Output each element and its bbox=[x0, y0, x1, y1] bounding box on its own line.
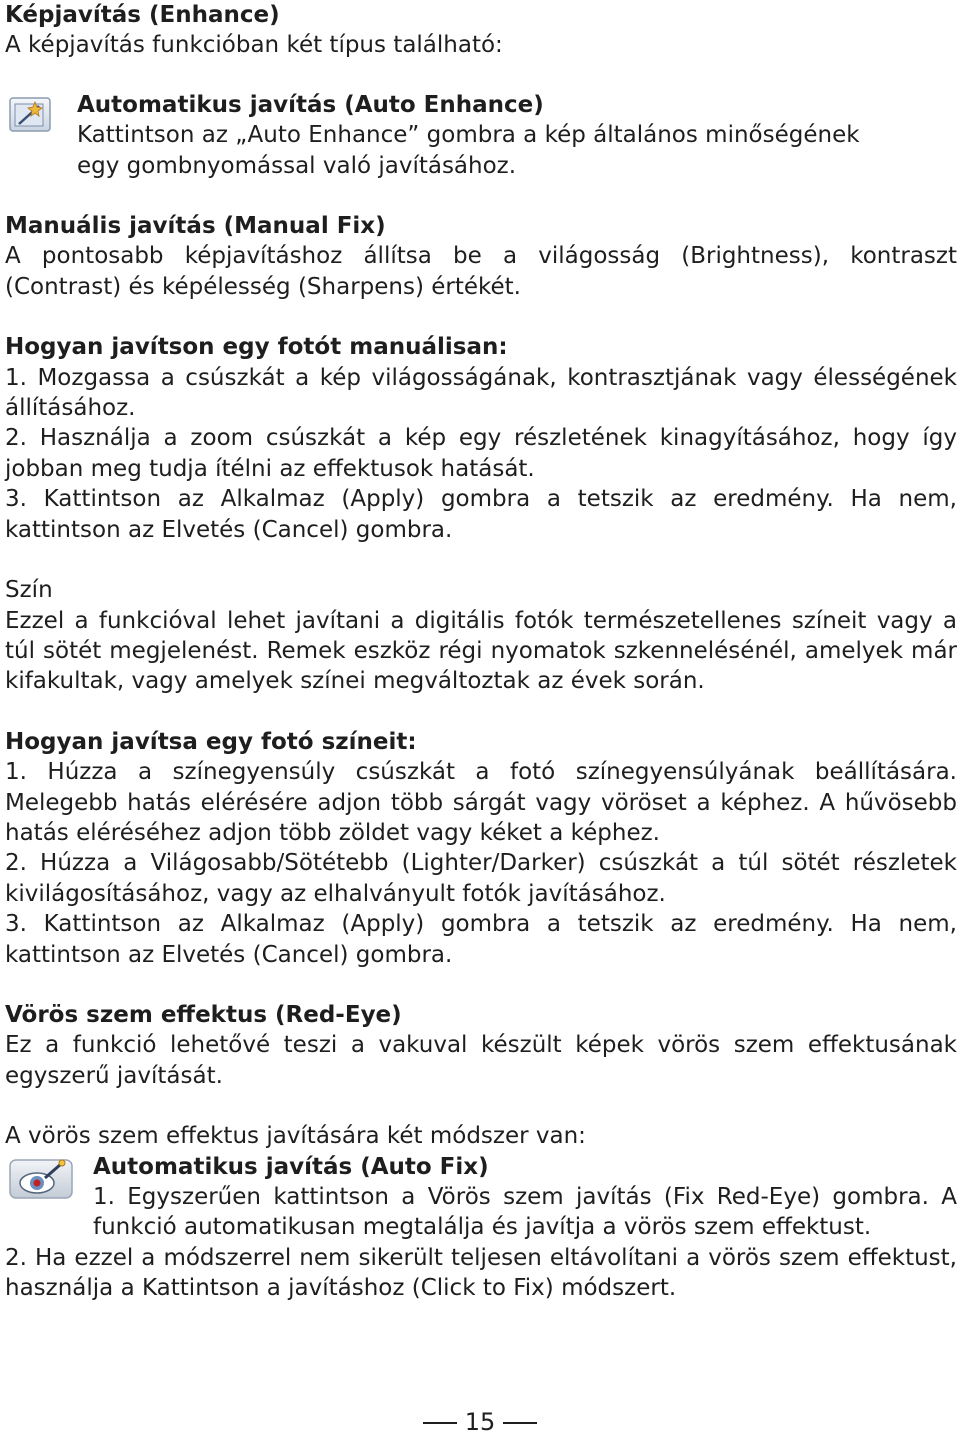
auto-enhance-text-1: Kattintson az „Auto Enhance” gombra a kép általános minőségének bbox=[77, 122, 860, 149]
manual-fix-title: Manuális javítás (Manual Fix) bbox=[5, 213, 386, 240]
manual-step-3: 3. Kattintson az Alkalmaz (Apply) gombra a tetszik az eredmény. Ha nem, kattintson az Elvetés (Cancel) gombra. bbox=[5, 486, 957, 543]
redeye-text: Ez a funkció lehetővé teszi a vakuval készült képek vörös szem effektusának egyszerű javítását. bbox=[5, 1032, 957, 1089]
red-eye-fix-icon bbox=[9, 1156, 75, 1210]
manual-howto-title: Hogyan javítson egy fotót manuálisan: bbox=[5, 334, 508, 361]
color-step-1: 1. Húzza a színegyensúly csúszkát a fotó színegyensúlyának beállítására. Melegebb hatás elérésére adjon több sárgát vagy vöröset a képhez. A hűvösebb hatás eléréséhez adjon több zöldet vagy kéket a képhez. bbox=[5, 759, 957, 846]
auto-enhance-text-2: egy gombnyomással való javításához. bbox=[77, 152, 517, 179]
auto-enhance-wand-icon bbox=[9, 96, 55, 142]
color-step-3: 3. Kattintson az Alkalmaz (Apply) gombra a tetszik az eredmény. Ha nem, kattintson az Elvetés (Cancel) gombra. bbox=[5, 911, 957, 968]
document-page bbox=[5, 0, 957, 1304]
footer-dash-left bbox=[423, 1422, 457, 1424]
auto-enhance-title: Automatikus javítás (Auto Enhance) bbox=[77, 91, 544, 118]
color-text: Ezzel a funkcióval lehet javítani a digitális fotók természetellenes színeit vagy a túl sötét megjelenést. Remek eszköz régi nyomatok szkennelésénél, amelyek már kifakultak, vagy amelyek színei megváltoztak az évek során. bbox=[5, 607, 957, 695]
manual-fix-text: A pontosabb képjavításhoz állítsa be a világosság (Brightness), kontraszt (Contrast) és képélesség (Sharpens) értékét. bbox=[5, 243, 957, 300]
manual-step-2: 2. Használja a zoom csúszkát a kép egy részletének kinagyításához, hogy így jobban meg tudja ítélni az effektusok hatását. bbox=[5, 425, 957, 482]
page-footer bbox=[0, 1407, 960, 1437]
redeye-manual-step: 2. Ha ezzel a módszerrel nem sikerült teljesen eltávolítani a vörös szem effektust, használja a Kattintson a javításhoz (Click to Fix) módszert. bbox=[5, 1244, 957, 1302]
redeye-auto-step: 1. Egyszerűen kattintson a Vörös szem javítás (Fix Red-Eye) gombra. A funkció automatikusan megtalálja és javítja a vörös szem effektust. bbox=[93, 1184, 957, 1241]
redeye-auto-title: Automatikus javítás (Auto Fix) bbox=[93, 1153, 489, 1180]
redeye-methods-intro: A vörös szem effektus javítására két módszer van: bbox=[5, 1123, 586, 1150]
manual-step-1: 1. Mozgassa a csúszkát a kép világosságának, kontrasztjának vagy élességének állításához. bbox=[5, 364, 957, 422]
section-title-color: Szín bbox=[5, 577, 53, 604]
section-title-enhance: Képjavítás (Enhance) bbox=[5, 2, 280, 28]
footer-dash-right bbox=[503, 1422, 537, 1424]
enhance-intro: A képjavítás funkcióban két típus található: bbox=[5, 32, 503, 59]
color-step-2: 2. Húzza a Világosabb/Sötétebb (Lighter/Darker) csúszkát a túl sötét részletek kivilágosításához, vagy az elhalványult fotók javításához. bbox=[5, 850, 957, 907]
section-title-redeye: Vörös szem effektus (Red-Eye) bbox=[5, 1001, 402, 1028]
redeye-auto-block bbox=[5, 1152, 957, 1243]
auto-enhance-block bbox=[5, 90, 957, 181]
color-howto-title: Hogyan javítsa egy fotó színeit: bbox=[5, 728, 417, 755]
page-number: 15 bbox=[464, 1408, 496, 1436]
